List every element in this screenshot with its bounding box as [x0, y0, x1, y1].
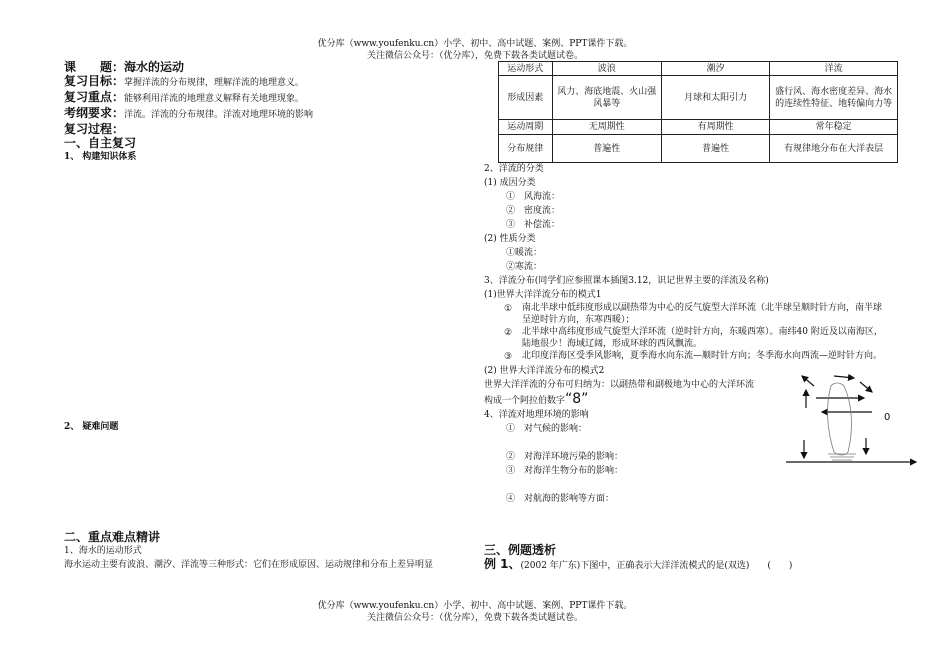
model-2-text-2-prefix: 构成一个阿拉伯数字 — [484, 396, 566, 406]
header-line-1: 优分库（www.youfenku.cn）小学、初中、高中试题、案例、PPT课件下载。 — [317, 39, 633, 49]
table-header-cell: 洋流 — [770, 62, 898, 76]
ocean-current-diagram — [776, 368, 926, 468]
left-column — [64, 60, 474, 164]
cause-classification: (1) 成因分类 — [484, 178, 536, 188]
focus-value: 能够利用洋流的地理意义解释有关地理现象。 — [124, 94, 305, 104]
example-text: (2002 年广东)下图中，正确表示大洋洋流模式的是(双选) ( ) — [520, 561, 793, 571]
table-cell: 常年稳定 — [770, 120, 898, 135]
wind-current: ① 风海流： — [506, 192, 561, 202]
header-line-2: 关注微信公众号：（优分库），免费下载各类试题试卷。 — [366, 51, 583, 61]
section-2-heading: 二、重点难点精讲 — [64, 530, 161, 544]
subsection-1-2: 2、 疑难问题 — [64, 422, 119, 432]
table-cell: 运动周期 — [499, 120, 553, 135]
section-2-item: 1、海水的运动形式 — [64, 546, 142, 556]
item-number: ② — [504, 328, 513, 338]
table-cell: 普遍性 — [661, 135, 770, 163]
section-1-heading: 一、自主复习 — [64, 136, 137, 150]
nature-classification: (2) 性质分类 — [484, 234, 536, 244]
pollution-impact: ② 对海洋环境污染的影响： — [506, 452, 624, 462]
table-header-cell: 运动形式 — [499, 62, 553, 76]
goal-value: 掌握洋流的分布规律，理解洋流的地理意义。 — [124, 78, 305, 88]
table-cell: 分布规律 — [499, 135, 553, 163]
goal-row — [64, 74, 474, 90]
table-row — [499, 76, 898, 120]
footer-line-1: 优分库（www.youfenku.cn）小学、初中、高中试题、案例、PPT课件下载。 — [317, 601, 633, 611]
example-1 — [484, 557, 904, 573]
lesson-title: 海水的运动 — [124, 60, 185, 74]
requirement-value: 洋流。洋流的分布规律。洋流对地理环境的影响 — [124, 110, 314, 120]
table-cell: 形成因素 — [499, 76, 553, 120]
focus-row — [64, 90, 474, 106]
title-label: 课 题： — [64, 60, 125, 74]
density-current: ② 密度流： — [506, 206, 561, 216]
goal-label: 复习目标： — [64, 74, 125, 88]
focus-label: 复习重点： — [64, 90, 125, 104]
model-1-item — [484, 350, 884, 364]
section-3 — [484, 543, 904, 573]
table-header-cell: 波浪 — [552, 62, 661, 76]
navigation-impact: ④ 对航海的影响等方面： — [506, 494, 615, 504]
section-2-text: 海水运动主要有波浪、潮汐、洋流等三种形式：它们在形成原因、运动规律和分布上差异明显 — [64, 560, 434, 570]
model-1-item — [484, 326, 884, 350]
table-cell: 盛行风、海水密度差异、海水的连续性特征、地转偏向力等 — [770, 76, 898, 120]
distribution-model-2: (2) 世界大洋洋流分布的模式2 — [484, 366, 605, 376]
digit-eight: “8” — [565, 391, 589, 407]
item-number: ③ — [504, 352, 513, 362]
environment-impact: 4、洋流对地理环境的影响 — [484, 410, 589, 420]
table-row — [499, 120, 898, 135]
table-cell: 普遍性 — [552, 135, 661, 163]
table-cell: 有规律地分布在大洋表层 — [770, 135, 898, 163]
climate-impact: ① 对气候的影响： — [506, 424, 588, 434]
item-number: ① — [504, 304, 513, 314]
compensation-current: ③ 补偿流： — [506, 220, 561, 230]
process-label: 复习过程： — [64, 122, 125, 136]
page-header — [0, 38, 950, 62]
section-2 — [64, 530, 474, 572]
distribution-model-1: (1)世界大洋洋流分布的模式1 — [484, 290, 602, 300]
warm-current: ①暖流： — [506, 248, 543, 258]
diagram-label: 0 — [884, 412, 891, 423]
item-text: 南北半球中低纬度形成以副热带为中心的反气旋型大洋环流（北半球呈顺时针方向，南半球呈逆时针方向，东寒西暖）； — [522, 303, 883, 325]
title-row — [64, 60, 474, 74]
cold-current: ②寒流： — [506, 262, 543, 272]
table-cell: 风力、海底地震、火山强风暴等 — [552, 76, 661, 120]
requirement-row — [64, 106, 474, 122]
ocean-current-classification: 2、洋流的分类 — [484, 164, 544, 174]
model-1-item — [484, 302, 884, 326]
diagram-landmass — [828, 383, 856, 460]
item-text: 北半球中高纬度形成气旋型大洋环流（逆时针方向，东暖西寒）。南纬40 附近及以南海区，陆地很少！海域辽阔，形成环球的西风飘流。 — [522, 327, 883, 349]
item-text: 北印度洋海区受季风影响，夏季海水向东流—顺时针方向；冬季海水向西流—逆时针方向。 — [522, 351, 883, 361]
table-cell: 月球和太阳引力 — [661, 76, 770, 120]
section-3-heading: 三、例题透析 — [484, 543, 557, 557]
example-label: 例 1、 — [484, 557, 521, 571]
footer-line-2: 关注微信公众号：（优分库），免费下载各类试题试卷。 — [366, 613, 583, 623]
page-footer — [0, 600, 950, 624]
marine-life-impact: ③ 对海洋生物分布的影响： — [506, 466, 624, 476]
table-row — [499, 135, 898, 163]
subsection-1-1: 1、 构建知识体系 — [64, 152, 137, 162]
table-cell: 有周期性 — [661, 120, 770, 135]
ocean-current-distribution: 3、洋流分布(同学们应参照课本插图3.12，识记世界主要的洋流及名称) — [484, 276, 769, 286]
table-cell: 无周期性 — [552, 120, 661, 135]
model-2-text: 世界大洋洋流的分布可归纳为：以副热带和副极地为中心的大洋环流 — [484, 380, 755, 390]
table-header-row — [499, 62, 898, 76]
table-header-cell: 潮汐 — [661, 62, 770, 76]
requirement-label: 考纲要求： — [64, 106, 125, 120]
motion-comparison-table — [498, 61, 898, 163]
